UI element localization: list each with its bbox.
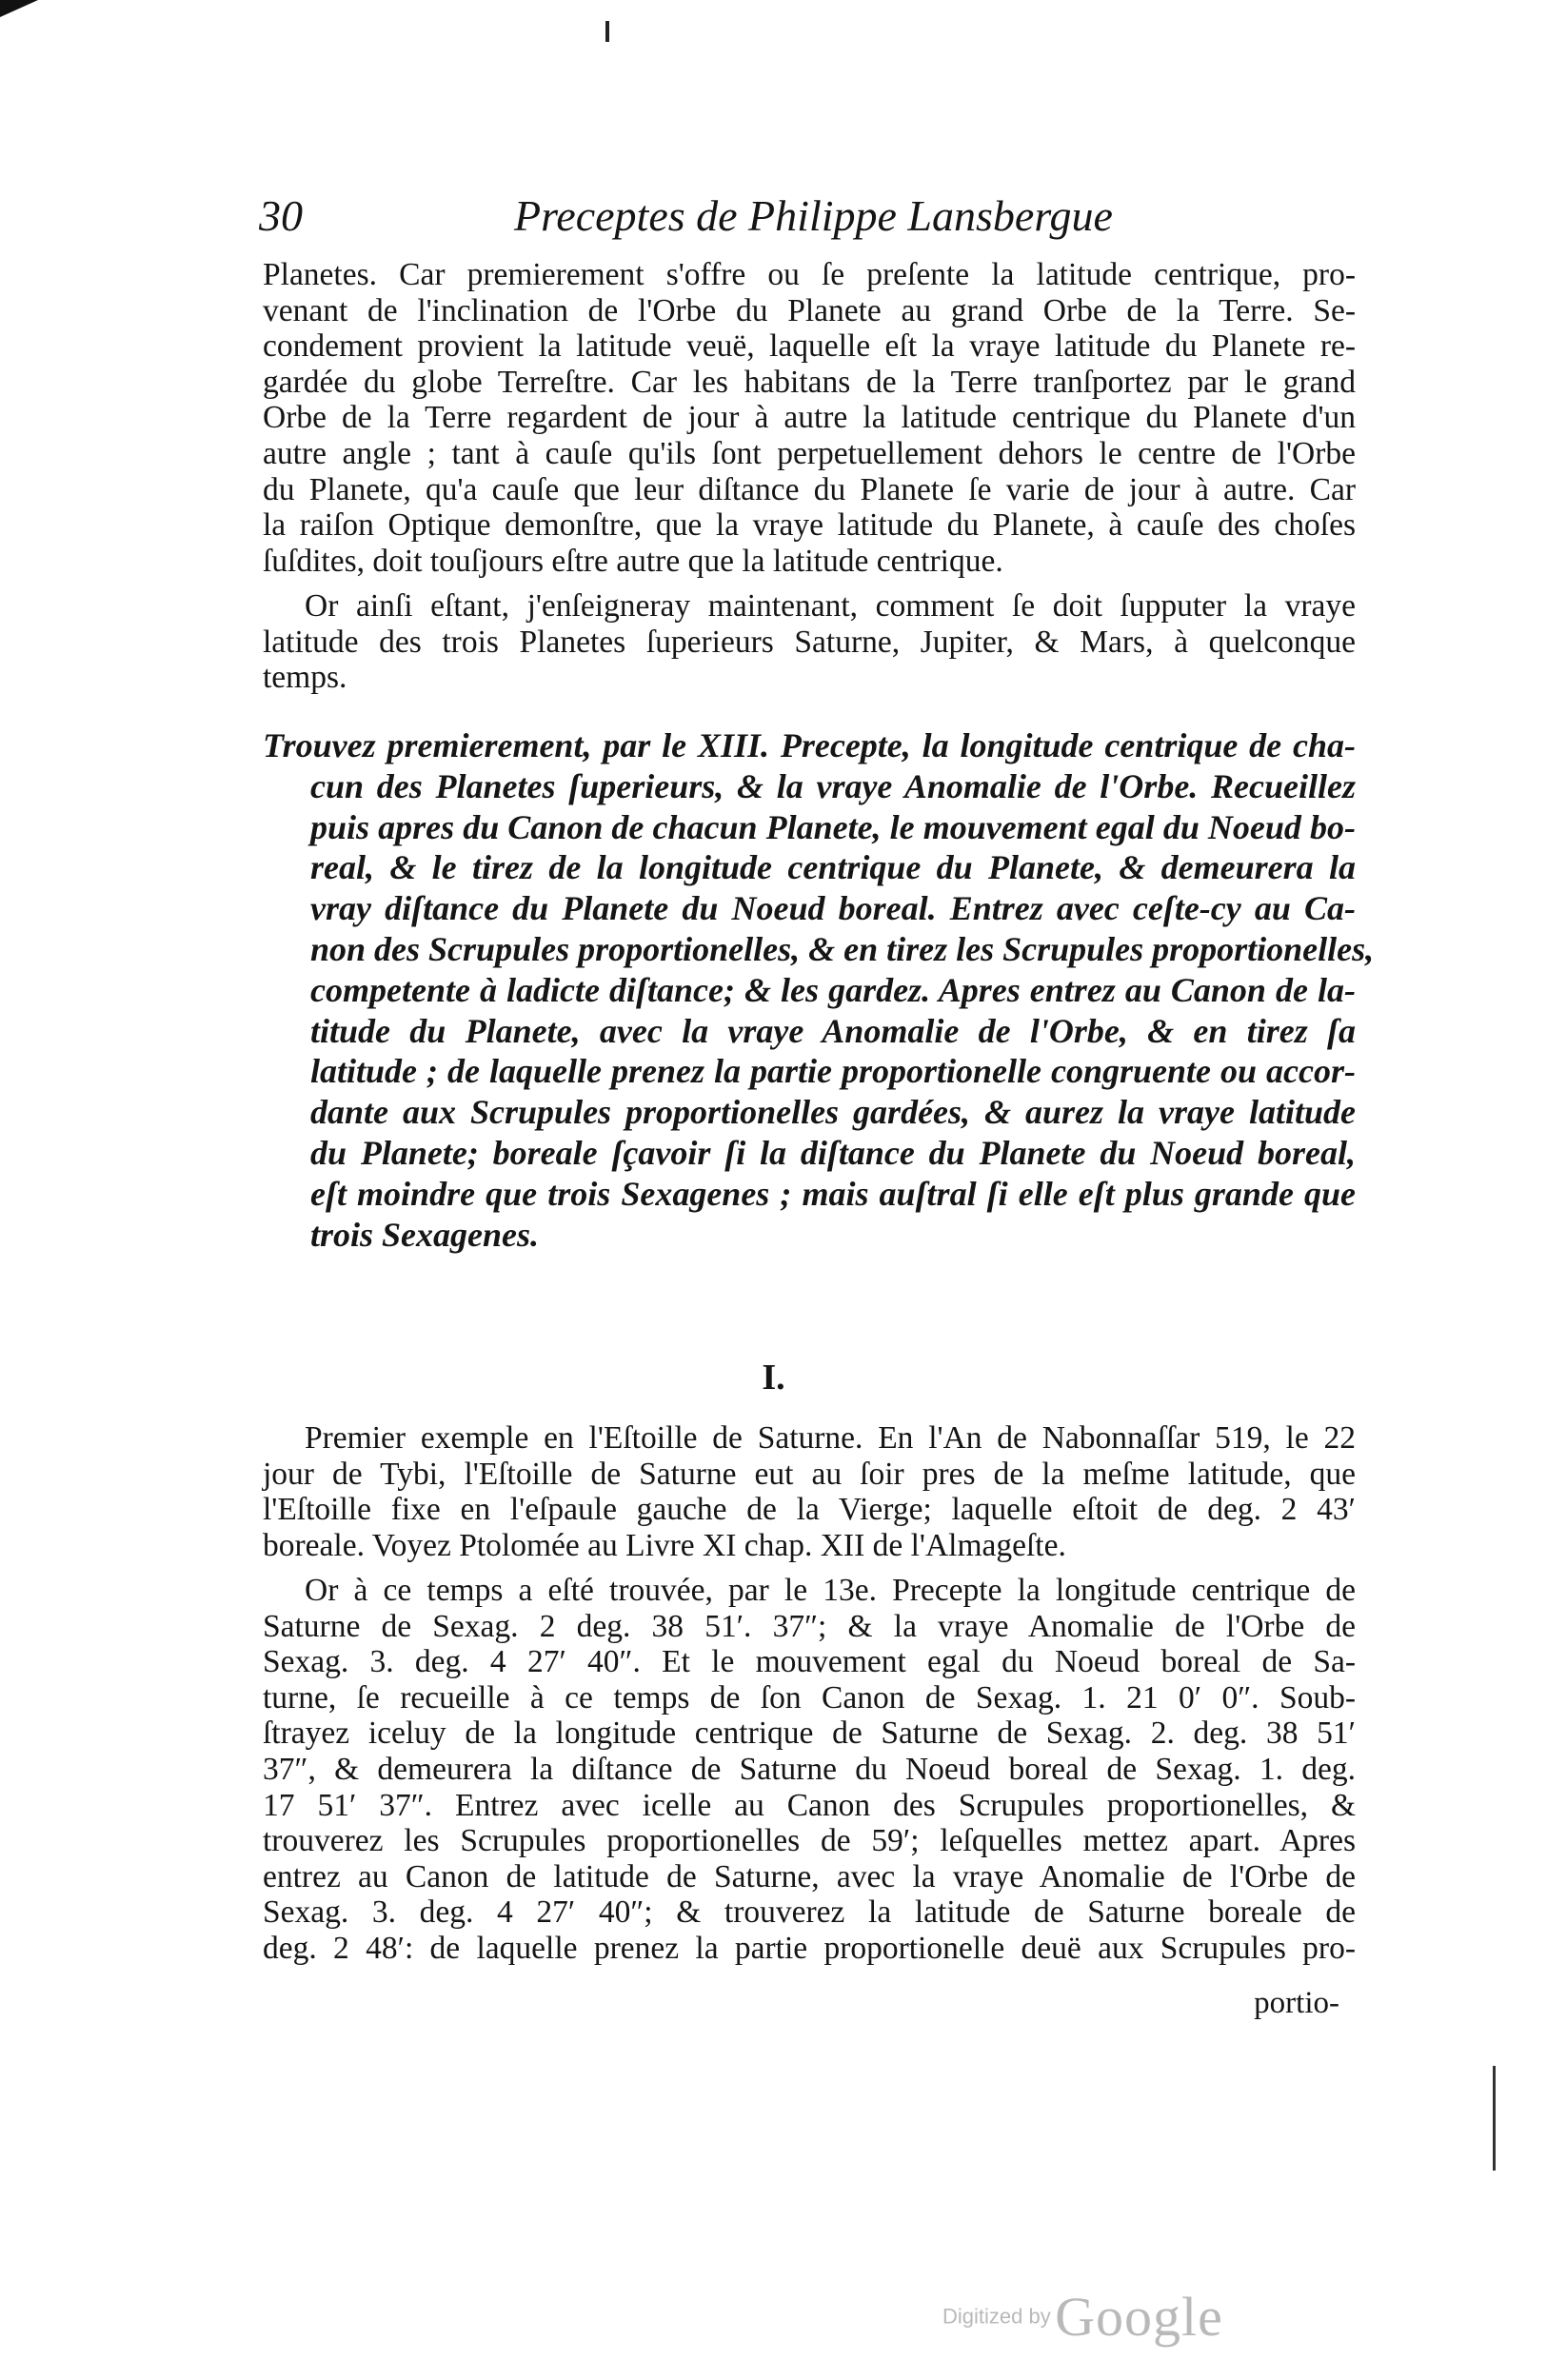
precept-line: du Planete; boreale ſçavoir ſi la diſtance du Planete du Noeud boreal, bbox=[310, 1133, 1356, 1172]
text-line: jour de Tybi, l'Eſtoille de Saturne eut au ſoir pres de la meſme latitude, que bbox=[263, 1456, 1356, 1492]
text-line: deg. 2 48′: de laquelle prenez la partie proportionelle deuë aux Scrupules pro- bbox=[263, 1930, 1356, 1966]
text-line: boreale. Voyez Ptolomée au Livre XI chap. XII de l'Almageſte. bbox=[263, 1527, 1066, 1563]
text-line: trouverez les Scrupules proportionelles de 59′; leſquelles mettez apart. Apres bbox=[263, 1823, 1356, 1859]
page-number: 30 bbox=[259, 191, 303, 240]
text-line: Or ainſi eſtant, j'enſeigneray maintenant, comment ſe doit ſupputer la vraye bbox=[305, 588, 1356, 624]
text-line: condement provient la latitude veuë, laquelle eſt la vraye latitude du Planete re- bbox=[263, 328, 1356, 365]
margin-mark bbox=[1493, 2066, 1496, 2171]
text-line: gardée du globe Terreſtre. Car les habitans de la Terre tranſportez par le grand bbox=[263, 364, 1356, 400]
running-title: Preceptes de Philippe Lansbergue bbox=[514, 191, 1113, 240]
text-line: Planetes. Car premierement s'offre ou ſe preſente la latitude centrique, pro- bbox=[263, 257, 1356, 292]
precept-line: cun des Planetes ſuperieurs, & la vraye Anomalie de l'Orbe. Recueillez bbox=[310, 766, 1356, 805]
corner-mark bbox=[0, 0, 38, 17]
text-line: autre angle ; tant à cauſe qu'ils ſont perpetuellement dehors le centre de l'Orbe bbox=[263, 435, 1356, 471]
paragraph-intro bbox=[263, 257, 1356, 579]
paragraph-calculation bbox=[263, 1573, 1356, 1967]
precept-line: trois Sexagenes. bbox=[310, 1215, 540, 1254]
text-line: Sexag. 3. deg. 4 27′ 40″. Et le mouvement egal du Noeud boreal de Sa- bbox=[263, 1644, 1356, 1680]
google-logo: Google bbox=[1055, 2286, 1223, 2348]
precept-line: latitude ; de laquelle prenez la partie proportionelle congruente ou accor- bbox=[310, 1052, 1356, 1091]
digitization-watermark bbox=[942, 2285, 1223, 2349]
text-line: ſtrayez iceluy de la longitude centrique de Saturne de Sexag. 2. deg. 38 51′ bbox=[263, 1716, 1356, 1752]
precept-text bbox=[263, 725, 1375, 1255]
precept-line: dante aux Scrupules proportionelles gardées, & aurez la vraye latitude bbox=[310, 1093, 1356, 1132]
text-line: Premier exemple en l'Eſtoille de Saturne. En l'An de Nabonnaſſar 519, le 22 bbox=[305, 1420, 1356, 1456]
text-line: venant de l'inclination de l'Orbe du Planete au grand Orbe de la Terre. Se- bbox=[263, 292, 1356, 328]
precept-line: non des Scrupules proportionelles, & en tirez les Scrupules proportionelles, bbox=[310, 929, 1375, 968]
text-line: latitude des trois Planetes ſuperieurs Saturne, Jupiter, & Mars, à quelconque bbox=[263, 624, 1356, 660]
text-line: Orbe de la Terre regardent de jour à autre la latitude centrique du Planete d'un bbox=[263, 400, 1356, 436]
precept-line: vray diſtance du Planete du Noeud boreal. Entrez avec ceſte-cy au Ca- bbox=[310, 889, 1356, 928]
precept-line: competente à ladicte diſtance; & les gardez. Apres entrez au Canon de la- bbox=[310, 970, 1356, 1009]
paragraph-example bbox=[263, 1420, 1356, 1563]
top-tick-mark bbox=[605, 21, 609, 42]
precept-line: real, & le tirez de la longitude centrique du Planete, & demeurera la bbox=[310, 848, 1356, 887]
text-line: du Planete, qu'a cauſe que leur diſtance du Planete ſe varie de jour à autre. Car bbox=[263, 471, 1356, 507]
section-number: I. bbox=[762, 1358, 785, 1398]
text-line: Sexag. 3. deg. 4 27′ 40″; & trouverez la latitude de Saturne boreale de bbox=[263, 1894, 1356, 1931]
text-line: 17 51′ 37″. Entrez avec icelle au Canon des Scrupules proportionelles, & bbox=[263, 1787, 1356, 1823]
text-line: entrez au Canon de latitude de Saturne, avec la vraye Anomalie de l'Orbe de bbox=[263, 1858, 1356, 1894]
catchword: portio- bbox=[1254, 1986, 1339, 2020]
precept-line: puis apres du Canon de chacun Planete, le mouvement egal du Noeud bo- bbox=[310, 807, 1356, 846]
text-line: 37″, & demeurera la diſtance de Saturne du Noeud boreal de Sexag. 1. deg. bbox=[263, 1751, 1356, 1787]
text-line: la raiſon Optique demonſtre, que la vraye latitude du Planete, à cauſe des choſes bbox=[263, 507, 1356, 544]
text-line: temps. bbox=[263, 660, 347, 696]
page-header bbox=[259, 190, 1354, 257]
precept-line: Trouvez premierement, par le XIII. Precepte, la longitude centrique de cha- bbox=[263, 726, 1356, 764]
text-line: Or à ce temps a eſté trouvée, par le 13e. Precepte la longitude centrique de bbox=[305, 1573, 1356, 1608]
text-line: Saturne de Sexag. 2 deg. 38 51′. 37″; & la vraye Anomalie de l'Orbe de bbox=[263, 1608, 1356, 1644]
precept-line: eſt moindre que trois Sexagenes ; mais auſtral ſi elle eſt plus grande que bbox=[310, 1174, 1356, 1213]
text-line: turne, ſe recueille à ce temps de ſon Canon de Sexag. 1. 21 0′ 0″. Soub- bbox=[263, 1679, 1356, 1716]
text-line: ſuſdites, doit touſjours eſtre autre que la latitude centrique. bbox=[263, 543, 1003, 579]
watermark-prefix: Digitized by bbox=[942, 2304, 1051, 2329]
paragraph-ainsi bbox=[263, 588, 1356, 696]
text-line: l'Eſtoille fixe en l'eſpaule gauche de la Vierge; laquelle eſtoit de deg. 2 43′ bbox=[263, 1492, 1356, 1528]
precept-line: titude du Planete, avec la vraye Anomalie de l'Orbe, & en tirez ſa bbox=[310, 1011, 1356, 1050]
